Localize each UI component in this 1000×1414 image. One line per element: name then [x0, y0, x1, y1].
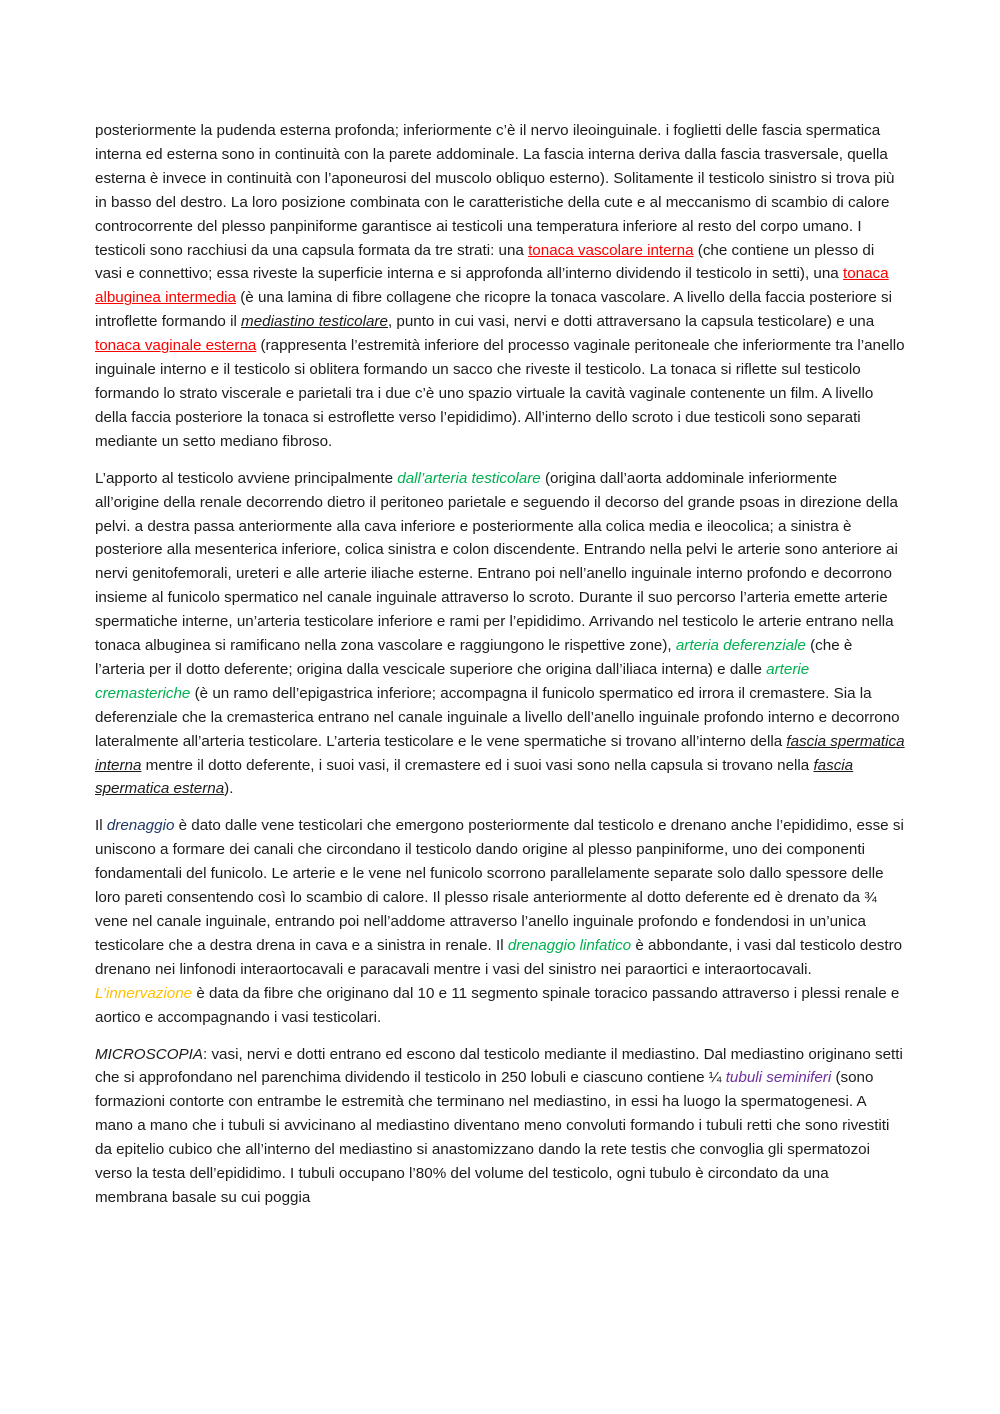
term-tonaca-vascolare: tonaca vascolare interna [528, 241, 694, 259]
term-fascia-spermatica-esterna: fascia spermatica esterna [95, 756, 854, 798]
term-drenaggio: drenaggio [106, 817, 175, 835]
text-run: (è una lamina di fibre collagene che ricopre la tonaca vascolare. A livello della faccia posteriore si introflette formando il [95, 289, 892, 331]
term-arteria-testicolare: dall’arteria testicolare [397, 469, 541, 487]
text-run: , punto in cui vasi, nervi e dotti attraversano la capsula testicolare) e una [387, 313, 875, 331]
text-run: Il [95, 817, 107, 835]
text-run: (rappresenta l’estremità inferiore del processo vaginale peritoneale che inferiormente tra l’anello inguinale interno e il testicolo si oblitera formando un sacco che riveste il testicolo. La tonaca si riflette sul testicolo formando lo strato viscerale e parietali tra i due c’è uno spazio virtuale la cavità vaginale contenente un film. A livello della faccia posteriore la tonaca si estroflette verso l’epididimo). All’interno dello scroto i due testicoli sono separati mediante un setto mediano fibroso. [95, 337, 905, 450]
term-drenaggio-linfatico: drenaggio linfatico [507, 936, 632, 954]
text-run: (è un ramo dell’epigastrica inferiore; accompagna il funicolo spermatico ed irrora il cremastere. Sia la deferenziale che la cremasterica entrano nel canale inguinale a livello dell’anello inguinale profondo interno e decorrono lateralmente all’arteria testicolare. L’arteria testicolare e le vene spermatiche si trovano all’interno della [95, 684, 900, 750]
term-microscopia: MICROSCOPIA [95, 1045, 204, 1063]
term-mediastino-testicolare: mediastino testicolare [241, 313, 388, 331]
term-tonaca-albuginea: tonaca albuginea intermedia [95, 265, 889, 307]
term-innervazione: L’innervazione [95, 984, 193, 1002]
text-run: : vasi, nervi e dotti entrano ed escono dal testicolo mediante il mediastino. Dal mediastino originano setti che si approfondano nel parenchima dividendo il testicolo in 250 lobuli e ciascuno contiene ¼ [95, 1045, 903, 1087]
term-tonaca-vaginale: tonaca vaginale esterna [95, 337, 257, 355]
paragraph-arterial-supply [95, 467, 905, 802]
paragraph-drainage [95, 814, 905, 1029]
text-run: è data da fibre che originano dal 10 e 11 segmento spinale toracico passando attraverso i plessi renale e aortico e accompagnando i vasi testicolari. [95, 984, 900, 1026]
text-run: è abbondante, i vasi dal testicolo destro drenano nei linfonodi interaortocavali e paracavali mentre i vasi del sinistro nei paraortici e interaortocavali. [95, 936, 903, 978]
text-run: (che è l’arteria per il dotto deferente; origina dalla vescicale superiore che origina dall’iliaca interna) e dalle [95, 637, 853, 678]
paragraph-microscopy [95, 1043, 905, 1210]
term-fascia-spermatica-interna: fascia spermatica interna [95, 732, 905, 774]
term-arterie-cremasteriche: arterie cremasteriche [95, 660, 810, 702]
text-run: è dato dalle vene testicolari che emergono posteriormente dal testicolo e drenano anche l’epididimo, esse si uniscono a formare dei canali che circondano il testicolo dando origine al plesso panpiniforme, uno dei componenti fondamentali del funicolo. Le arterie e le vene nel funicolo scorrono parallelamente separate solo dallo spessore delle loro pareti consentendo così lo scambio di calore. Il plesso risale anteriormente al dotto deferente ed è drenato da ¾ vene nel canale inguinale, entrando poi nell’addome attraverso l’anello inguinale profondo e fondendosi in un’unica testicolare che a destra drena in cava e a sinistra in renale. Il [95, 817, 904, 954]
term-arteria-deferenziale: arteria deferenziale [675, 637, 806, 655]
text-run: (che contiene un plesso di vasi e connettivo; essa riveste la superficie interna e si approfonda all’interno dividendo il testicolo in setti), una [95, 241, 875, 283]
text-run: (sono formazioni contorte con entrambe le estremità che terminano nel mediastino, in essi ha luogo la spermatogenesi. A mano a mano che i tubuli si avvicinano al mediastino diventano meno convoluti formando i tubuli retti che sono rivestiti da epitelio cubico che all’interno del mediastino si anastomizzano dando la rete testis che convoglia gli spermatozoi verso la testa dell’epididimo. I tubuli occupano l’80% del volume del testicolo, ogni tubulo è circondato da una membrana basale su cui poggia [95, 1069, 890, 1206]
text-run: ). [224, 780, 234, 798]
text-run: (origina dall’aorta addominale inferiormente all’origine della renale decorrendo dietro il peritoneo parietale e seguendo il decorso del grande psoas in direzione della pelvi. a destra passa anteriormente alla cava inferiore e posteriormente alla colica media e ileocolica; a sinistra è posteriore alla mesenterica inferiore, colica sinistra e colon discendente. Entrando nella pelvi le arterie sono anteriore ai nervi genitofemorali, ureteri e alle arterie iliache esterne. Entrano poi nell’anello inguinale interno profondo e decorrono insieme al funicolo spermatico nel canale inguinale attraverso lo scroto. Durante il suo percorso l’arteria emette arterie spermatiche interne, un’arteria testicolare inferiore e rami per l’epididimo. Arrivando nel testicolo le arterie entrano nella tonaca albuginea si ramificano nella zona vascolare e raggiungono le rispettive zone), [95, 469, 898, 655]
paragraph-tunics [95, 119, 905, 454]
text-run: L’apporto al testicolo avviene principalmente [95, 469, 398, 487]
text-run: posteriormente la pudenda esterna profonda; inferiormente c’è il nervo ileoinguinale. i foglietti delle fascia spermatica interna ed esterna sono in continuità con la parete addominale. La fascia interna deriva dalla fascia trasversale, quella esterna è invece in continuità con l’aponeurosi del muscolo obliquo esterno). Solitamente il testicolo sinistro si trova più in basso del destro. La loro posizione combinata con le caratteristiche della cute e al meccanismo di scambio di calore controcorrente del plesso panpiniforme garantisce ai testicoli una temperatura inferiore al resto del corpo umano. I testicoli sono racchiusi da una capsula formata da tre strati: una [95, 122, 895, 259]
text-run: mentre il dotto deferente, i suoi vasi, il cremastere ed i suoi vasi sono nella capsula si trovano nella [141, 756, 814, 774]
term-tubuli-seminiferi: tubuli seminiferi [725, 1069, 832, 1087]
